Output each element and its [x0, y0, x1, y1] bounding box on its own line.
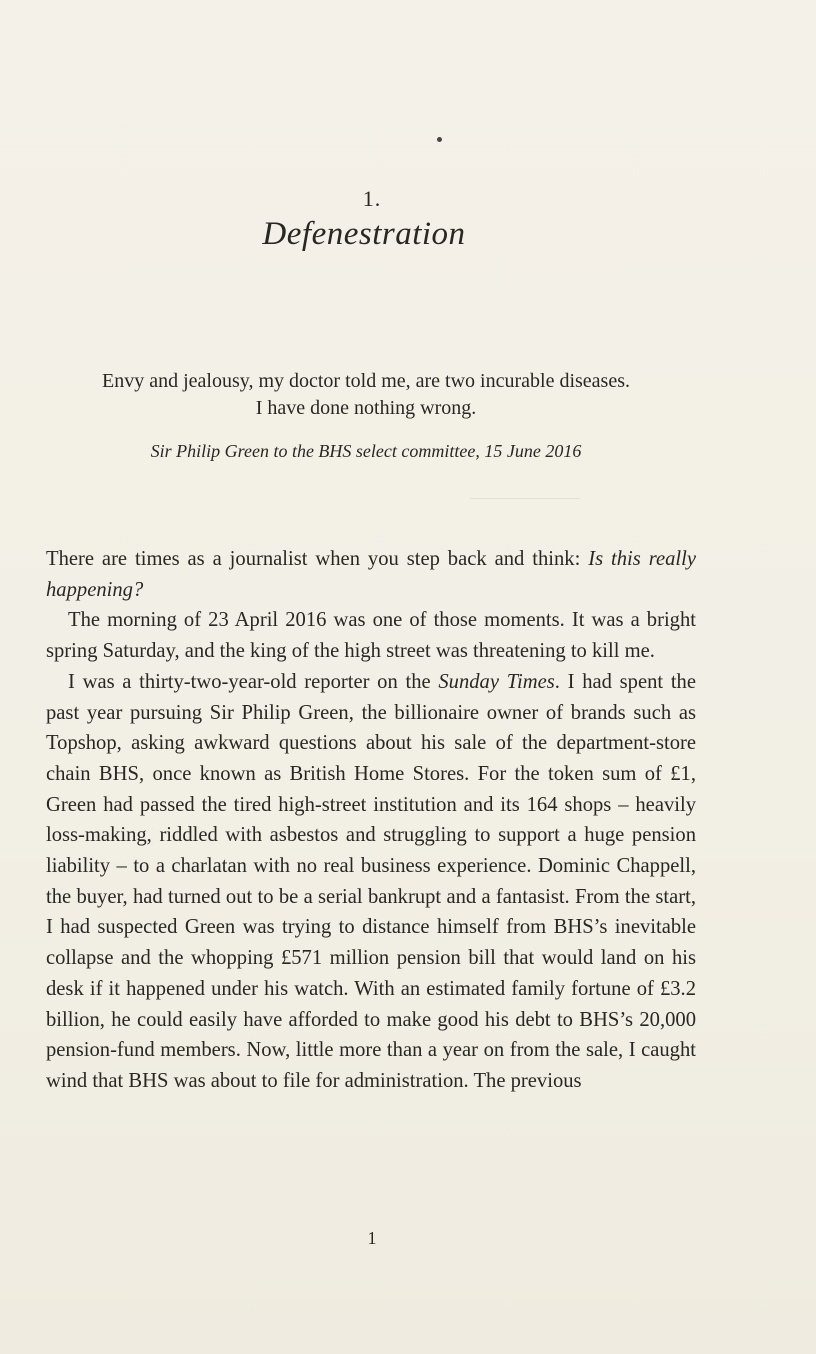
epigraph-line-2: I have done nothing wrong. [255, 397, 477, 419]
page-mark [470, 498, 580, 499]
epigraph [0, 368, 732, 422]
paragraph-3-rest: . I had spent the past year pursuing Sir Philip Green, the billionaire owner of brands such as Topshop, asking awkward questions about his sale of the department-store chain BHS, once known as British Home Stores. For the token sum of £1, Green had passed the tired high-street institution and its 164 shops – heavily loss-making, riddled with asbestos and struggling to support a huge pension liability – to a charlatan with no real business experience. Dominic Chappell, the buyer, had turned out to be a serial bankrupt and a fantasist. From the start, I had suspected Green was trying to distance himself from BHS’s inevitable collapse and the whopping £571 million pension bill that would land on his desk if it happened under his watch. With an estimated family fortune of £3.2 billion, he could easily have afforded to make good his debt to BHS’s 20,000 pension-fund members. Now, little more than a year on from the sale, I caught wind that BHS was about to file for administration. The previous [46, 670, 696, 1092]
epigraph-attribution: Sir Philip Green to the BHS select committee, 15 June 2016 [150, 441, 582, 461]
body-text [46, 544, 696, 1097]
paragraph-1-text: There are times as a journalist when you step back and think: [46, 548, 589, 570]
ornament-dot [437, 137, 442, 142]
paragraph-2: The morning of 23 April 2016 was one of those moments. It was a bright spring Saturday, and the king of the high street was threatening to kill me. [46, 609, 696, 663]
chapter-number: 1. [362, 186, 382, 211]
paragraph-1 [46, 544, 696, 605]
paragraph-1-italic: Is this really happening? [46, 548, 696, 601]
paragraph-3-start: I was a thirty-two-year-old reporter on the [68, 670, 439, 693]
newspaper-title: Sunday Times [438, 670, 555, 693]
paragraph-3 [46, 667, 696, 1097]
chapter-title: Defenestration [262, 216, 466, 252]
epigraph-line-1: Envy and jealousy, my doctor told me, are two incurable diseases. [102, 370, 630, 392]
page-number: 1 [367, 1228, 377, 1248]
